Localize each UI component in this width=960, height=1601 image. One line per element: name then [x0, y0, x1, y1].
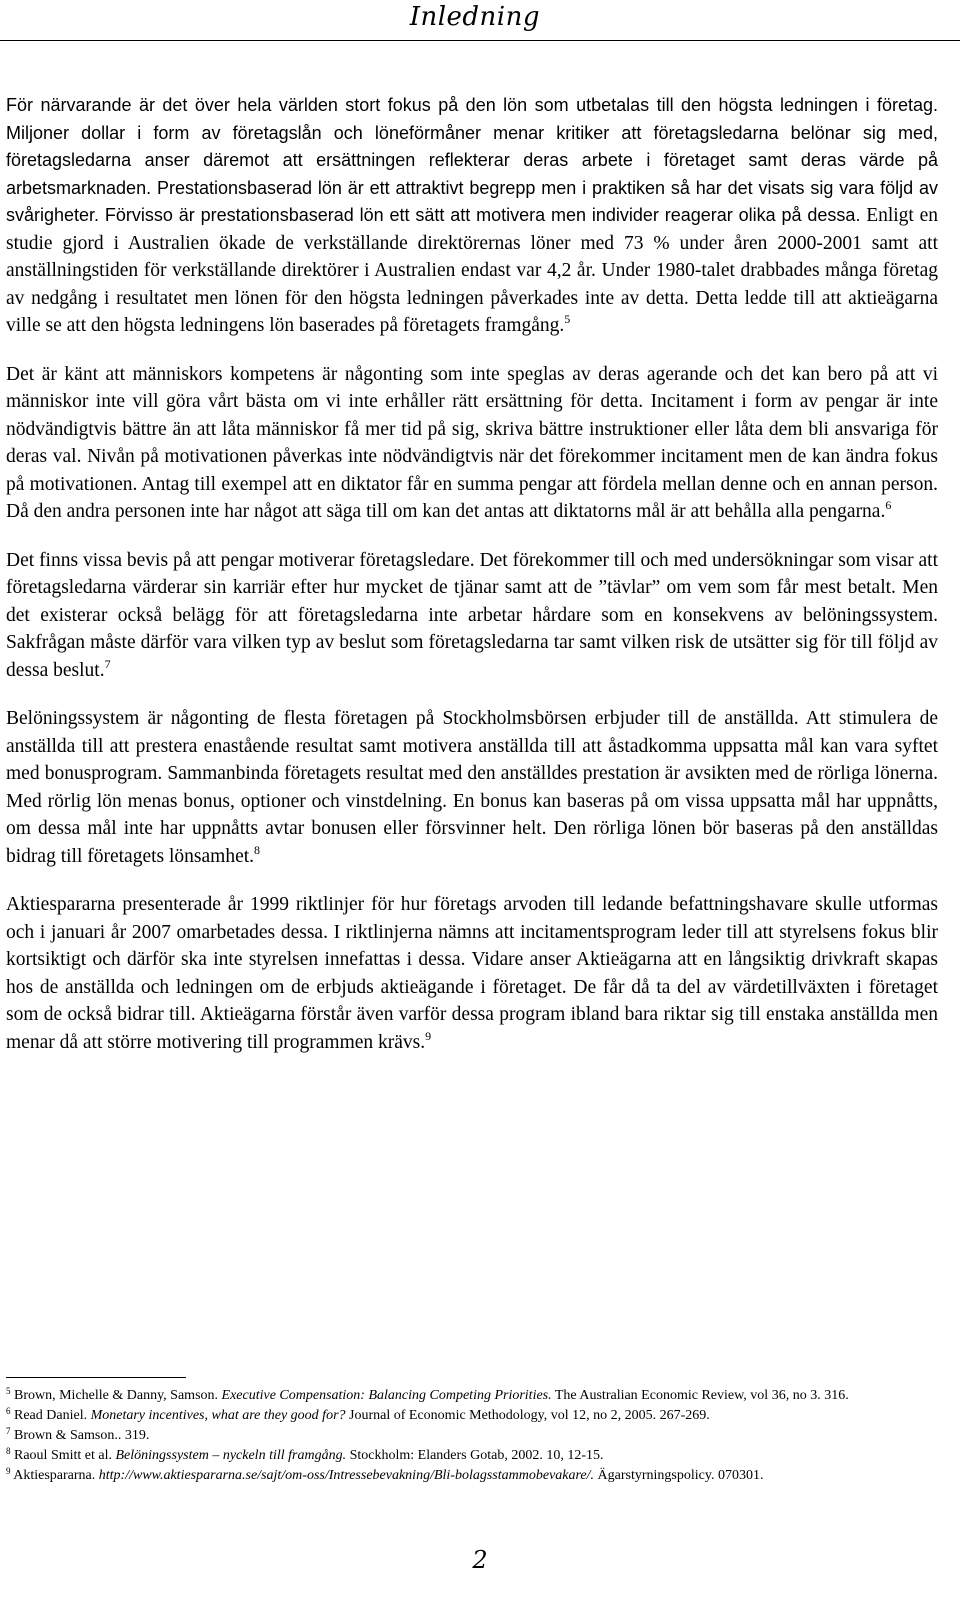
footnote	[6, 1446, 936, 1466]
paragraph-text: Det finns vissa bevis på att pengar motiverar företagsledare. Det förekommer till och med undersökningar som visar att företagsledarna värderar sin karriär efter hur mycket de tjänar samt att de ”tävlar” om vem som får mest betalt. Men det existerar också belägg för att företagsledarna inte arbetar hårdare som en konsekvens av belöningssystem. Sakfrågan måste därför vara vilken typ av beslut som företagsledarna tar samt vilken risk de utsätter sig för till följd av dessa beslut.	[6, 549, 938, 681]
footnote-title: Executive Compensation: Balancing Competing Priorities.	[221, 1388, 552, 1403]
paragraph-text: Aktiespararna presenterade år 1999 riktlinjer för hur företags arvoden till ledande befattningshavare skulle utformas och i januari år 2007 omarbetades dessa. I riktlinjerna nämns att incitamentsprogram leder till att styrelsens fokus blir kortsiktigt och därför ska inte styrelsen innefattas i dessa. Vidare anser Aktieägarna att en långsiktig drivkraft skapas hos de anställda och ledningen om de erbjuds aktieägande i företaget. De får då ta del av värdetillväxten i företaget som de också bidrar till. Aktieägarna förstår även varför dessa program ibland bara riktar sig till enstaka anställda men menar då att större motivering till programmen krävs.	[6, 894, 938, 1053]
footnote-title: Belöningssystem – nyckeln till framgång.	[115, 1448, 347, 1463]
footnote-text: Stockholm: Elanders Gotab, 2002. 10, 12-15.	[346, 1448, 604, 1463]
footnote-ref[interactable]: 8	[254, 842, 261, 857]
paragraph-text: Det är känt att människors kompetens är någonting som inte speglas av deras agerande och det kan bero på att vi människor inte vill göra vårt bästa om vi inte erhåller rätt ersättning för detta. Incitament i form av pengar är inte nödvändigtvis bättre än att låta människor få mer tid på sig, skriva bättre instruktioner eller låta dem bli ansvariga för deras val. Nivån på motivationen påverkas inte nödvändigtvis när det förekommer incitament men de kan ändra fokus på motivationen. Antag till exempel att en diktator får en summa pengar att fördela mellan denne och en annan person. Då den andra personen inte har något att säga till om kan det antas att diktatorns mål är att behålla alla pengarna.	[6, 363, 938, 522]
page-header-title: Inledning	[409, 2, 540, 32]
body-text	[6, 92, 938, 1077]
paragraph	[6, 361, 938, 526]
footnote-title: Monetary incentives, what are they good for?	[90, 1408, 346, 1423]
paragraph	[6, 547, 938, 685]
paragraph-text: Enligt en studie gjord i Australien ökade de verkställande direktörernas löner med 73 % under åren 2000-2001 samt att anställningstiden för verkställande direktörer i Australien endast var 4,2 år. Under 1980-talet drabbades många företag av nedgång i resultatet men lönen för den högsta ledningen påverkades inte av detta. Detta ledde till att aktieägarna ville se att den högsta ledningens lön baserades på företagets framgång.	[6, 205, 938, 336]
footnote-text: Brown & Samson.. 319.	[14, 1428, 150, 1443]
footnote-text: The Australian Economic Review, vol 36, no 3. 316.	[551, 1388, 849, 1403]
page-number: 2	[472, 1546, 488, 1574]
footnote-divider	[6, 1377, 186, 1378]
paragraph-text: Prestationsbaserad lön är ett attraktivt begrepp men i praktiken så har det visats sig vara följd av svårigheter. Förvisso är prestationsbaserad lön ett sätt att motivera men individer reagerar olika på dessa.	[6, 177, 938, 225]
footnote-ref[interactable]: 7	[104, 656, 111, 671]
paragraph	[6, 891, 938, 1056]
footnote	[6, 1386, 936, 1406]
footnote	[6, 1406, 936, 1426]
footnote-link[interactable]: http://www.aktiespararna.se/sajt/om-oss/Intressebevakning/Bli-bolagsstammobevakare/.	[98, 1468, 595, 1483]
footnote-text: Read Daniel.	[14, 1408, 91, 1423]
paragraph	[6, 705, 938, 870]
footnote-ref[interactable]: 6	[885, 498, 892, 512]
footnotes	[6, 1386, 936, 1486]
footnote-number: 8	[6, 1446, 11, 1456]
footnote-ref[interactable]: 5	[564, 312, 571, 326]
footnote-number: 5	[6, 1386, 11, 1396]
paragraph	[6, 92, 938, 340]
footnote-ref[interactable]: 9	[425, 1028, 432, 1043]
footnote-text: Raoul Smitt et al.	[14, 1448, 116, 1463]
footnote-text: Journal of Economic Methodology, vol 12, no 2, 2005. 267-269.	[345, 1408, 710, 1423]
paragraph-text: För närvarande är det över hela världen stort fokus på den lön som utbetalas till den högsta ledningen i företag. Miljoner dollar i form av företagslån och löneförmåner menar kritiker att företagsledarna belönar sig med, företagsledarna anser däremot att ersättningen reflekterar deras arbete i företaget samt deras värde på arbetsmarknaden.	[6, 95, 938, 198]
footnote-number: 7	[6, 1426, 11, 1436]
footnote-text: Brown, Michelle & Danny, Samson.	[14, 1388, 222, 1403]
paragraph-text: Belöningssystem är någonting de flesta företagen på Stockholmsbörsen erbjuder till de anställda. Att stimulera de anställda till att prestera enastående resultat samt motivera anställda till att åstadkomma uppsatta mål kan vara syftet med bonusprogram. Sammanbinda företagets resultat med den anställdes prestation är avsikten med de rörliga lönerna. Med rörlig lön menas bonus, optioner och vinstdelning. En bonus kan baseras på om vissa uppsatta mål har uppnåtts, om dessa mål inte har uppnåtts avtar bonusen eller försvinner helt. Den rörliga lönen bör baseras på den anställdas bidrag till företagets lönsamhet.	[6, 708, 938, 867]
header-divider	[0, 40, 960, 41]
footnote	[6, 1426, 936, 1446]
footnote-number: 9	[6, 1466, 11, 1476]
footnote-text: Ägarstyrningspolicy. 070301.	[594, 1468, 764, 1483]
footnote-text: Aktiespararna.	[13, 1468, 99, 1483]
footnote-number: 6	[6, 1406, 11, 1416]
footnote	[6, 1466, 936, 1486]
